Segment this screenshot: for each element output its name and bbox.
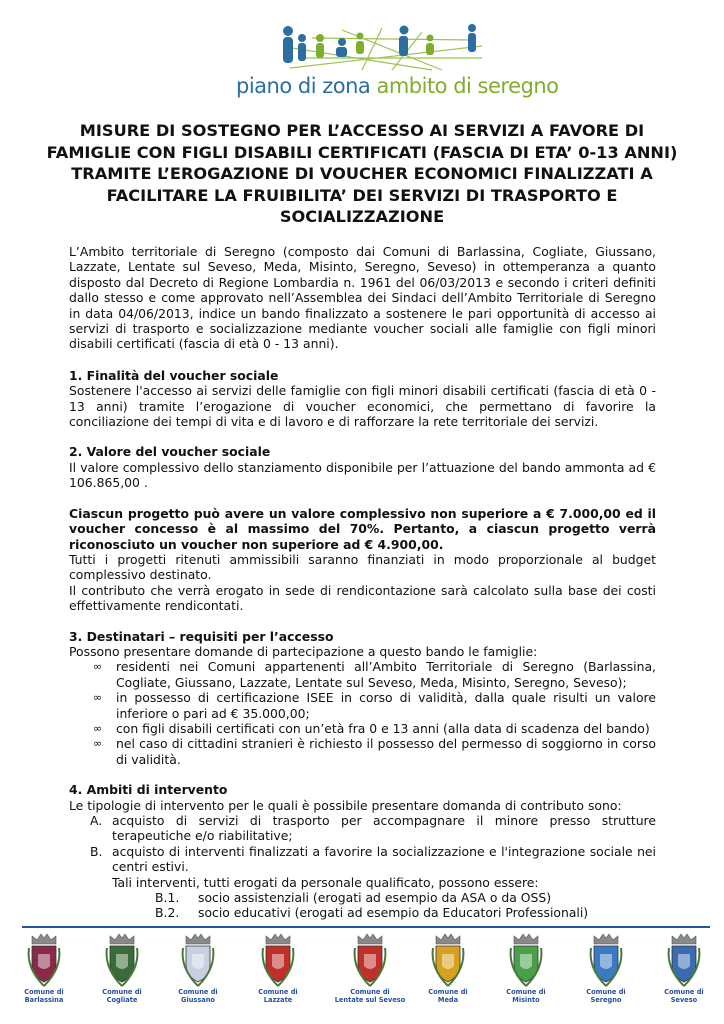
coat-of-arms-icon (428, 932, 468, 988)
coat-of-arms-icon (178, 932, 218, 988)
document-body (69, 244, 656, 921)
comune-label-name: Meda (437, 996, 459, 1004)
comune-label-prefix: Comune di (350, 988, 390, 996)
bullet-text: nel caso di cittadini stranieri è richiesto il possesso del permesso di soggiorno in corso di validità. (116, 736, 656, 767)
comune-label-name: Giussano (181, 996, 215, 1004)
comune-label-prefix: Comune di (258, 988, 298, 996)
comune-label-prefix: Comune di (178, 988, 218, 996)
bullet-text: residenti nei Comuni appartenenti all’Ambito Territoriale di Seregno (Barlassina, Cogliate, Giussano, Lazzate, Lentate sul Seveso, Meda, Misinto, Seregno, Seveso); (116, 659, 656, 690)
comune-label-name: Seveso (670, 996, 698, 1004)
comune-label-prefix: Comune di (24, 988, 64, 996)
section-3-text: Possono presentare domande di partecipazione a questo bando le famiglie: (69, 643, 538, 659)
list-item (69, 659, 656, 690)
comune-label-name: Lazzate (263, 996, 293, 1004)
comune-label-name: Cogliate (106, 996, 138, 1004)
bullet-text: con figli disabili certificati con un’età fra 0 e 13 anni (alla data di scadenza del bando) (116, 720, 650, 736)
bullet-text: in possesso di certificazione ISEE in corso di validità, dalla quale risulti un valore inferiore o pari ad € 35.000,00; (116, 690, 656, 721)
sub-list-marker: B.1. (155, 890, 180, 906)
list-item (69, 721, 656, 736)
coat-of-arms-icon (258, 932, 298, 988)
section-3-bullet-list (69, 659, 656, 767)
section-4-list (69, 813, 656, 875)
comune-label-name: Misinto (512, 996, 540, 1004)
list-item (69, 736, 656, 767)
list-item (69, 844, 656, 875)
comune-crest-seregno (566, 930, 646, 1004)
intro-paragraph: L’Ambito territoriale di Seregno (composto dai Comuni di Barlassina, Cogliate, Giussano, Lazzate, Lentate sul Seveso, Meda, Misinto, Seregno, Seveso) in ottemperanza a quanto disposto dal Decreto di Regione Lombardia n. 1961 del 06/03/2013 e secondo i criteri definiti dallo stesso e come approvato nell’Assemblea dei Sindaci dell’Ambito Territoriale di Seregno in data 04/06/2013, indice un bando finalizzato a sostenere le pari opportunità di accesso ai servizi di trasporto e socializzazione mediante voucher sociali alle famiglie con figli minori disabili certificati (fascia di età 0 - 13 anni). (69, 244, 656, 352)
document-title: MISURE DI SOSTEGNO PER L’ACCESSO AI SERVIZI A FAVORE DI FAMIGLIE CON FIGLI DISABILI CERTIFICATI (FASCIA DI ETA’ 0-13 ANNI) TRAMITE L’EROGAZIONE DI VOUCHER ECONOMICI FINALIZZATI A FACILITARE LA FRUIBILITA’ DEI SERVIZI DI TRASPORTO E SOCIALIZZAZIONE (46, 121, 678, 226)
bullet-symbol: ∞ (93, 721, 103, 735)
section-4-sub-intro: Tali interventi, tutti erogati da personale qualificato, possono essere: (112, 874, 539, 890)
comune-label-prefix: Comune di (664, 988, 704, 996)
coat-of-arms-icon (586, 932, 626, 988)
comune-crest-meda (408, 930, 488, 1004)
section-2-text-3: Il contributo che verrà erogato in sede di rendicontazione sarà calcolato sulla base dei costi effettivamente rendicontati. (69, 582, 656, 614)
comune-crest-lazzate (238, 930, 318, 1004)
comune-label-prefix: Comune di (428, 988, 468, 996)
comune-label-name: Seregno (590, 996, 622, 1004)
coat-of-arms-icon (506, 932, 546, 988)
list-marker: B. (90, 843, 103, 859)
bullet-symbol: ∞ (93, 660, 103, 674)
coat-of-arms-icon (350, 932, 390, 988)
sub-list-marker: B.2. (155, 905, 180, 921)
comune-label-prefix: Comune di (586, 988, 626, 996)
section-2-text: Il valore complessivo dello stanziamento disponibile per l’attuazione del bando ammonta ad € 106.865,00 . (69, 459, 656, 491)
comune-label-prefix: Comune di (102, 988, 142, 996)
section-2-bold-text: Ciascun progetto può avere un valore complessivo non superiore a € 7.000,00 ed il voucher concesso è al massimo del 70%. Pertanto, a ciascun progetto verrà riconosciuto un voucher non superiore ad € 4.900,00. (69, 505, 656, 552)
comune-crest-seveso (644, 930, 724, 1004)
comune-label-prefix: Comune di (506, 988, 546, 996)
list-text: acquisto di interventi finalizzati a favorire la socializzazione e l'integrazione sociale nei centri estivi. (112, 843, 656, 875)
logo-text-piano-di-zona: piano di zona (236, 74, 371, 98)
coat-of-arms-icon (102, 932, 142, 988)
coat-of-arms-icon (664, 932, 704, 988)
list-item (69, 690, 656, 721)
section-1-text: Sostenere l'accesso ai servizi delle famiglie con figli minori disabili certificati (fascia di età 0 - 13 anni) tramite l’erogazione di voucher economici, che permettano di favorire la conciliazione dei tempi di vita e di lavoro e di rafforzare la rete territoriale dei servizi. (69, 383, 656, 430)
comune-crest-barlassina (4, 930, 84, 1004)
section-1-heading: 1. Finalità del voucher sociale (69, 367, 279, 383)
section-2-heading: 2. Valore del voucher sociale (69, 444, 271, 460)
sub-list-item (69, 890, 656, 905)
list-text: acquisto di servizi di trasporto per accompagnare il minore presso strutture terapeutiche e/o riabilitative; (112, 813, 656, 844)
comune-label-name: Barlassina (24, 996, 64, 1004)
logo-text (236, 74, 558, 98)
list-item (69, 813, 656, 844)
comune-crest-lentate-sul-seveso (330, 930, 410, 1004)
section-3-heading: 3. Destinatari – requisiti per l’accesso (69, 628, 334, 644)
piano-di-zona-logo (232, 18, 559, 102)
logo-text-ambito-di-seregno: ambito di seregno (376, 74, 559, 98)
sub-list-item (69, 905, 656, 920)
section-2-text-2: Tutti i progetti ritenuti ammissibili saranno finanziati in modo proporzionale al budget complessivo destinato. (69, 551, 656, 583)
section-4-heading: 4. Ambiti di intervento (69, 782, 228, 798)
footer-divider (22, 926, 710, 928)
footer-comuni-crests (0, 930, 724, 1024)
logo-figures-graphic (232, 18, 502, 74)
comune-crest-misinto (486, 930, 566, 1004)
bullet-symbol: ∞ (93, 691, 103, 705)
comune-crest-cogliate (82, 930, 162, 1004)
section-4-text: Le tipologie di intervento per le quali è possibile presentare domanda di contributo sono: (69, 797, 622, 813)
sub-list-text: socio educativi (erogati ad esempio da Educatori Professionali) (198, 905, 589, 921)
bullet-symbol: ∞ (93, 737, 103, 751)
list-marker: A. (90, 813, 103, 828)
coat-of-arms-icon (24, 932, 64, 988)
sub-list-text: socio assistenziali (erogati ad esempio da ASA o da OSS) (198, 890, 552, 906)
comune-label-name: Lentate sul Seveso (334, 996, 406, 1004)
comune-crest-giussano (158, 930, 238, 1004)
